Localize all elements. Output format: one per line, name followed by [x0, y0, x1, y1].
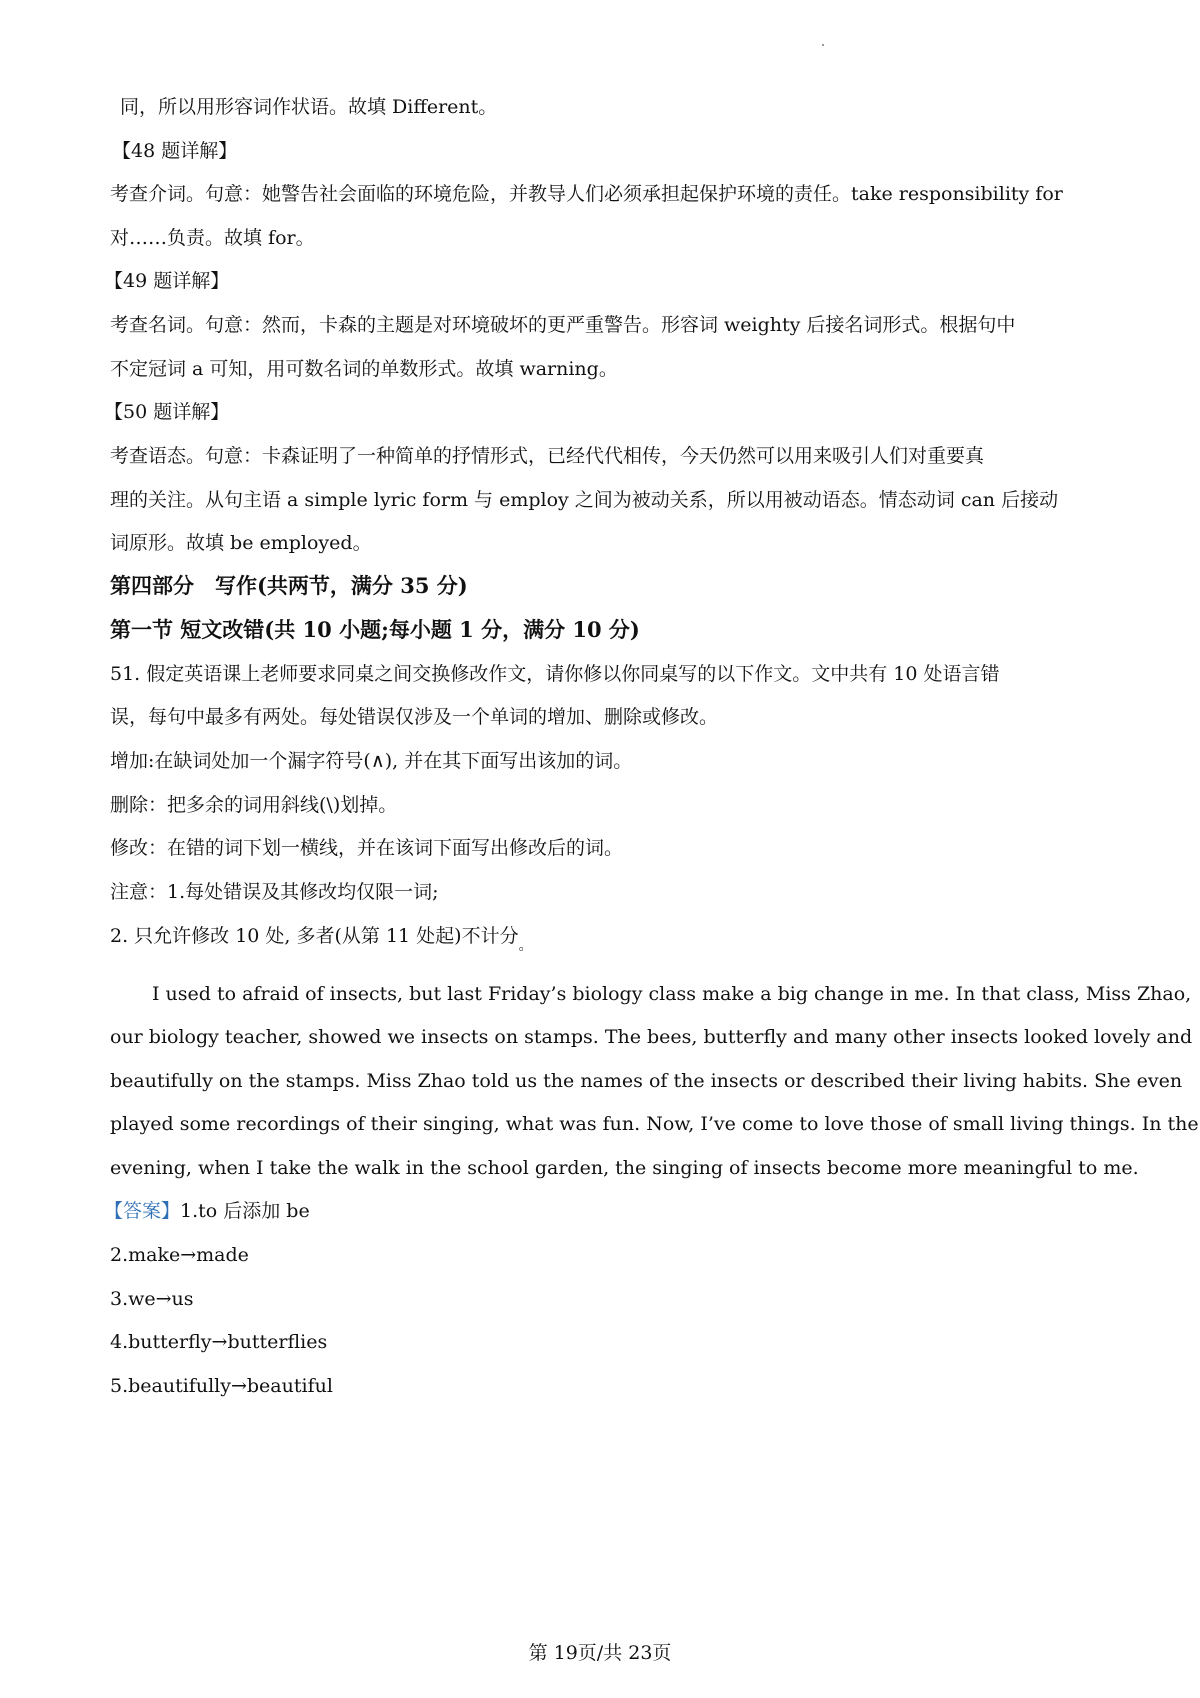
instruction-add: 增加:在缺词处加一个漏字符号(∧), 并在其下面写出该加的词。: [110, 750, 633, 772]
item-heading-48: 【48 题详解】: [112, 140, 238, 162]
answer-item: 1.to 后添加 be: [180, 1200, 310, 1222]
answer-item: 3.we→us: [110, 1288, 194, 1310]
answer-line: [104, 1198, 310, 1224]
explanation-line: 考查名词。句意：然而，卡森的主题是对环境破坏的更严重警告。形容词 weighty 后接名词形式。根据句中: [110, 314, 1016, 336]
question-text: 误，每句中最多有两处。每处错误仅涉及一个单词的增加、删除或修改。: [110, 706, 719, 728]
part-title: 第四部分 写作(共两节，满分 35 分): [110, 573, 468, 598]
note-1: 注意：1.每处错误及其修改均仅限一词;: [110, 881, 439, 903]
explanation-line: 对……负责。故填 for。: [110, 227, 315, 249]
note-2: [110, 923, 533, 954]
note-2-text: 2. 只允许修改 10 处, 多者(从第 11 处起)不计分: [110, 925, 519, 947]
passage-line: played some recordings of their singing, what was fun. Now, I’ve come to love those of small living things. In the: [110, 1113, 1199, 1135]
instruction-modify: 修改：在错的词下划一横线，并在该词下面写出修改后的词。: [110, 837, 624, 859]
passage-line: evening, when I take the walk in the school garden, the singing of insects become more meaningful to me.: [110, 1157, 1139, 1179]
item-heading-50: 【50 题详解】: [104, 401, 230, 423]
item-heading-49: 【49 题详解】: [104, 270, 230, 292]
question-text: 51. 假定英语课上老师要求同桌之间交换修改作文，请你修以你同桌写的以下作文。文中共有 10 处语言错: [110, 663, 1000, 685]
explanation-line: 考查语态。句意：卡森证明了一种简单的抒情形式，已经代代相传，今天仍然可以用来吸引人们对重要真: [110, 445, 985, 467]
explanation-line: 不定冠词 a 可知，用可数名词的单数形式。故填 warning。: [110, 358, 618, 380]
passage-line: I used to afraid of insects, but last Friday’s biology class make a big change in me. In that class, Miss Zhao,: [152, 983, 1192, 1005]
passage-line: beautifully on the stamps. Miss Zhao told us the names of the insects or described their living habits. She even: [110, 1070, 1183, 1092]
answer-item: 2.make→made: [110, 1244, 249, 1266]
instruction-delete: 删除：把多余的词用斜线(\)划掉。: [110, 794, 398, 816]
page-footer: 第 19页/共 23页: [528, 1642, 672, 1664]
section-title: 第一节 短文改错(共 10 小题;每小题 1 分，满分 10 分): [110, 617, 640, 642]
explanation-line: 考查介词。句意：她警告社会面临的环境危险，并教导人们必须承担起保护环境的责任。take responsibility for: [110, 183, 1063, 205]
explanation-line: 词原形。故填 be employed。: [110, 532, 372, 554]
explanation-line: 同，所以用形容词作状语。故填 Different。: [120, 96, 498, 118]
answer-tag: 【答案】: [104, 1200, 181, 1222]
answer-item: 4.butterfly→butterflies: [110, 1331, 328, 1353]
answer-item: 5.beautifully→beautiful: [110, 1375, 333, 1397]
passage-line: our biology teacher, showed we insects on stamps. The bees, butterfly and many other insects looked lovely and: [110, 1026, 1193, 1048]
scan-dot: [822, 44, 824, 46]
explanation-line: 理的关注。从句主语 a simple lyric form 与 employ 之间为被动关系，所以用被动语态。情态动词 can 后接动: [110, 489, 1059, 511]
note-2-end: 。: [518, 938, 533, 954]
